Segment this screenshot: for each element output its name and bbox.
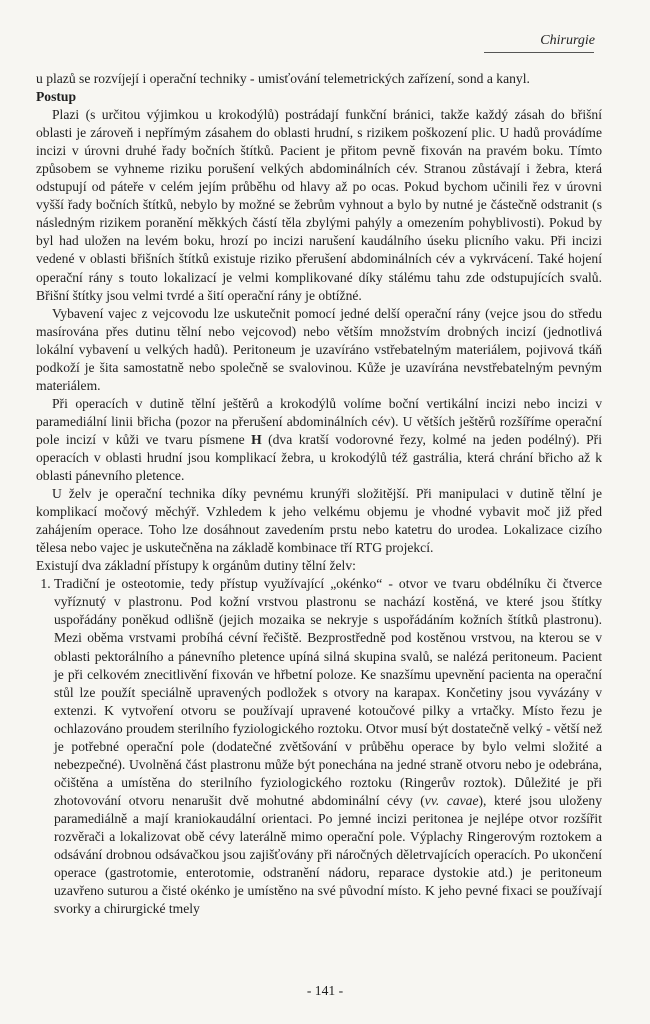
- paragraph-approaches-intro: Existují dva základní přístupy k orgánům dutiny tělní želv:: [36, 558, 356, 574]
- paragraph-turtles: U želv je operační technika díky pevnému krunýři složitější. Při manipulaci v dutině tělní je komplikací močový měchýř. Vzhledem k jeho velkému objemu je vhodné vybavit moč již před zahájením operace. Toho lze dosáhnout zavedením prstu nebo katetru do urodea. Lokalizace cizího tělesa nebo vajec je uskutečněna na základě kombinace tří RTG projekcí.: [36, 486, 602, 556]
- paragraph-lizards: [36, 395, 602, 485]
- paragraph-continuation: u plazů se rozvíjejí i operační techniky - umisťování telemetrických zařízení, sond a kanyl.: [36, 71, 530, 86]
- list-item-text-a: Tradiční je osteotomie, tedy přístup využívající „okénko“ - otvor ve tvaru obdélníku či čtverce vyříznutý v plastronu. Pod kožní vrstvou plastronu se nachází kostěná, ve které jsou štítky uspořádány poněkud odlišně (jejich mozaika se nekryje s uspořádáním kožních štítků plastronu). Mezi oběma vrstvami probíhá cévní řečiště. Bezprostředně pod kostěnou vrstvou, na kterou se v oblasti pektorálního a pánevního pletence upíná silná skupina svalů, se nalézá peritoneum. Pacient je při celkovém znecitlivění fixován ve hřbetní poloze. Ke snazšímu upevnění pacienta na operační stůl lze použít speciálně upravených podložek s otvory na karapax. Končetiny jsou vyvázány v extenzi. K vytvoření otvoru se používají upravené kotoučové pilky a vrtačky. Místo řezu je ochlazováno proudem sterilního fyziologického roztoku. Otvor musí být dostatečně velký - větší než je potřebné operační pole (dodatečné zvětšování v průběhu operace by bylo velmi složité a nebezpečné). Uvolněná část plastronu může být ponechána na jedné straně otvoru nebo je odebrána, očištěna a umístěna do sterilního fyziologického roztoku (Ringerův roztok). Důležité je při zhotovování otvoru nenarušit dvě mohutné abdominální cévy (: [54, 576, 602, 808]
- paragraph-eggs: Vybavení vajec z vejcovodu lze uskutečnit pomocí jedné delší operační rány (vejce jsou do středu masírována přes dutinu tělní nebo vejcovod) nebo větším množstvím drobných incizí (jednotlivá lokální vybavení u velkých hadů). Peritoneum je uzavíráno vstřebatelným materiálem, pojivová tkáň podkoží je šita samostatně nebo společně se svalovinou. Kůže je uzavírána nevstřebatelným pevným materiálem.: [36, 305, 602, 393]
- paragraph-snakes: Plazi (s určitou výjimkou u krokodýlů) postrádají funkční bránici, takže každý zásah do břišní oblasti je zároveň i nepřímým zásahem do oblasti hrudní, s rizikem poškození plic. U hadů provádíme incizi v úrovni druhé řady bočních štítků. Pacient je přitom pevně fixován na pravém boku. Tímto způsobem se vyhneme riziku porušení velkých abdominálních cév. Stranou zůstávají i žebra, která odstupují od páteře v celém jejím průběhu od hlavy až po ocas. Pokud bychom učinili řez v úrovni vyšší řady bočních štítků, nebylo by možné se žebrům vyhnout a bylo by nutné je částečně odstranit (s následným rizikem poranění měkkých částí těla zbylými pahýly a omezením pohyblivosti). Pokud by byl had uložen na levém boku, hrozí po incizi narušení kaudálního úseku plicního vaku. Při incizi vedené v oblasti břišních štítků existuje riziko přerušení abdominálních cév a vykrvácení. Také hojení operační rány s touto lokalizací je velmi komplikované díky stálému tahu zde odstupujících svalů. Břišní štítky jsou velmi tvrdé a šití operační rány je obtížné.: [36, 107, 602, 303]
- section-heading: Postup: [36, 89, 77, 105]
- running-head: Chirurgie: [540, 33, 595, 48]
- paragraph-lizards-text-b: (dva kratší vodorovné řezy, kolmé na jeden podélný). Při operacích v oblasti hrudní jsou komplikací žebra, u krokodýlů též gastrália, která chrání břicho až k oblasti pánevního pletence.: [36, 431, 602, 484]
- page-number: - 141 -: [306, 983, 344, 998]
- paragraph-lizards-text-a: Při operacích v dutině tělní ještěrů a krokodýlů volíme boční vertikální incizi nebo incizi v paramediální linii břicha (pozor na přerušení abdominálních cév). U větších ještěrů rozšíříme operační pole incizí v kůži ve tvaru písmene: [36, 395, 602, 447]
- list-item-italic: vv. cavae: [424, 792, 479, 808]
- approach-list: [36, 575, 602, 918]
- list-item-text-b: ), které jsou uloženy paramediálně a mají kraniokaudální orientaci. Po jemné incizi peritonea je nejlépe otvor rozšířit rozvěrači a lokalizovat obě cévy laterálně mimo operační pole. Výplachy Ringerovým roztokem a odsávání drobnou odsávačkou jsou zajišťovány při náročných děletrvajících operacích. Po ukončení operace (gastrotomie, enterotomie, odstranění nádoru, reparace dystokie atd.) je peritoneum uzavřeno suturou a čisté okénko je umístěno na své původní místo. K jeho pevné fixaci se používají svorky a chirurgické tmely: [54, 792, 602, 917]
- body-text: [36, 70, 602, 918]
- list-item-osteotomy: [54, 575, 602, 918]
- letter-h: H: [251, 431, 262, 447]
- header-rule: [484, 52, 594, 53]
